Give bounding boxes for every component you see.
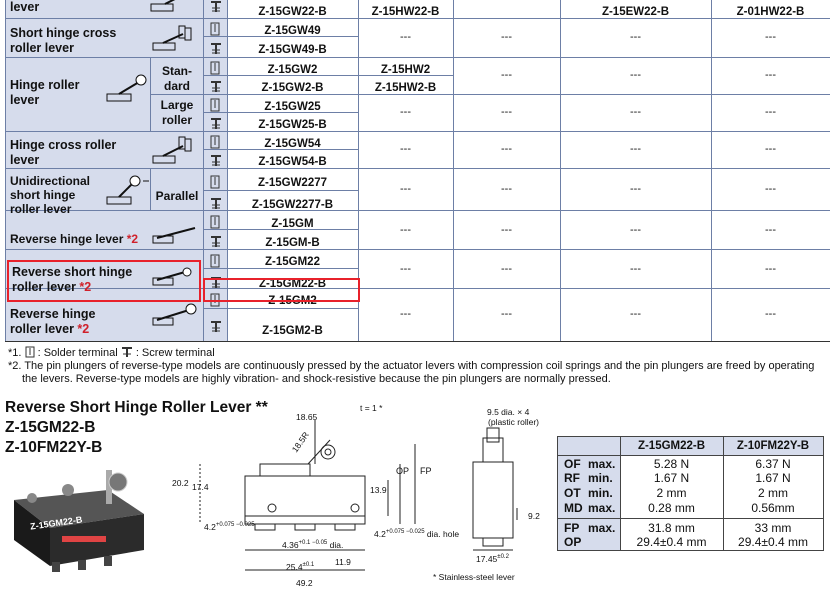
model-cell: Z-15GM2-B	[262, 325, 323, 337]
empty-cell: ---	[501, 143, 512, 155]
screw-terminal-icon	[209, 79, 223, 93]
model-cell: Z-15GW54-B	[258, 156, 327, 168]
spec-value: 29.4±0.4 mm	[636, 535, 707, 549]
dim-92: 9.2	[528, 511, 540, 521]
dimension-drawing-side	[465, 420, 535, 555]
dim-fp: FP	[420, 466, 432, 476]
spec-value: 0.56mm	[751, 501, 795, 515]
solder-terminal-icon	[25, 346, 35, 358]
spec-value: 2 mm	[758, 486, 788, 500]
spec-row-label: RF	[564, 471, 580, 485]
screw-terminal-icon	[121, 346, 133, 358]
reverse-hinge-lever-icon	[151, 226, 199, 246]
empty-cell: ---	[630, 263, 641, 275]
model-cell: Z-15HW2-B	[374, 82, 437, 94]
footnote-2: *2. The pin plungers of reverse-type models are continuously pressed by the actuator levers with compression coil springs and the pin plungers are freed by operating	[8, 360, 815, 372]
variant-label: Parallel	[155, 189, 199, 203]
empty-cell: ---	[501, 31, 512, 43]
spec-row-label: OT	[564, 486, 581, 500]
spec-row-qualifier: min.	[588, 486, 613, 500]
reverse-roller-lever-icon	[151, 302, 199, 328]
product-name: Reverse hinge roller lever *2	[10, 307, 96, 336]
empty-cell: ---	[765, 106, 776, 118]
model-cell: Z-15GW2-B	[261, 82, 324, 94]
model-cell: Z-15GM	[271, 218, 314, 230]
screw-terminal-icon	[209, 153, 223, 167]
empty-cell: ---	[630, 183, 641, 195]
unidirectional-roller-lever-icon	[105, 173, 149, 207]
empty-cell: ---	[501, 224, 512, 236]
product-photo	[8, 470, 148, 580]
product-name: Reverse short hinge roller lever *2	[12, 265, 133, 294]
solder-terminal-icon	[209, 254, 223, 268]
dim-1865: 18.65	[296, 412, 318, 422]
product-name: lever	[10, 0, 40, 14]
empty-cell: ---	[765, 263, 776, 275]
product-name: Hinge cross roller lever	[10, 138, 117, 167]
footnote-1: *1. : Solder terminal : Screw terminal	[8, 347, 215, 359]
model-cell: Z-15GW22-B	[258, 6, 327, 18]
dim-1745: $17.45^{\pm 0.2}$	[476, 554, 509, 564]
spec-value: 29.4±0.4 mm	[738, 535, 808, 549]
dim-op: OP	[396, 466, 410, 476]
empty-cell: ---	[501, 308, 512, 320]
empty-cell: ---	[630, 308, 641, 320]
empty-cell: ---	[501, 263, 512, 275]
solder-terminal-icon	[209, 61, 223, 75]
spec-value: 1.67 N	[653, 471, 690, 485]
empty-cell: ---	[630, 69, 641, 81]
spec-value: 31.8 mm	[648, 521, 695, 535]
screw-terminal-icon	[209, 319, 223, 333]
dim-42: $4.2^{+0.075 -0.025}$	[204, 522, 255, 532]
model-cell: Z-15GW49	[264, 25, 321, 37]
dim-254: $25.4^{\pm 0.1}$	[286, 562, 315, 572]
solder-terminal-icon	[209, 135, 223, 149]
dim-119: 11.9	[335, 557, 351, 567]
empty-cell: ---	[630, 224, 641, 236]
spec-value: 0.28 mm	[648, 501, 695, 515]
lever-icon	[145, 0, 195, 14]
spec-row-label: OP	[564, 535, 582, 549]
empty-cell: ---	[400, 308, 411, 320]
dim-thickness: t = 1 *	[360, 403, 383, 413]
dim-436: $4.36^{+0.1 -0.05}$ dia.	[282, 540, 344, 550]
empty-cell: ---	[400, 143, 411, 155]
roller-material: (plastic roller)	[488, 417, 540, 427]
spec-row-qualifier: max.	[588, 521, 616, 535]
model-cell: Z-15GM2	[268, 295, 317, 307]
spec-header: Z-15GM22-B	[637, 440, 706, 452]
model-cell: Z-15GW2277-B	[251, 199, 334, 211]
empty-cell: ---	[765, 31, 776, 43]
section-title: Reverse Short Hinge Roller Lever **	[5, 399, 268, 416]
empty-cell: ---	[400, 263, 411, 275]
screw-terminal-icon	[209, 234, 223, 248]
spec-header: Z-10FM22Y-B	[736, 440, 810, 452]
empty-cell: ---	[630, 31, 641, 43]
product-name: Short hinge cross roller lever	[10, 26, 117, 55]
spec-row-label: OF	[564, 457, 581, 471]
footnote-2-cont: the levers. Reverse-type models are highly vibration- and shock-resistive because the pin plungers are normally pressed.	[22, 373, 611, 385]
spec-value: 2 mm	[656, 486, 687, 500]
empty-cell: ---	[630, 106, 641, 118]
model-cell: Z-15HW2	[380, 64, 431, 76]
dim-174: 17.4	[192, 482, 209, 492]
solder-terminal-icon	[209, 215, 223, 229]
spec-row-qualifier: min.	[588, 471, 613, 485]
spec-value: 6.37 N	[755, 457, 791, 471]
spec-row-label: FP	[564, 521, 580, 535]
dimension-drawing-front	[190, 400, 460, 590]
empty-cell: ---	[400, 106, 411, 118]
empty-cell: ---	[400, 224, 411, 236]
empty-cell: ---	[765, 69, 776, 81]
dim-492: 49.2	[296, 578, 313, 588]
cross-roller-lever-icon	[151, 24, 199, 54]
product-name: Reverse hinge lever *2	[10, 232, 139, 246]
roller-spec: 9.5 dia. × 4	[487, 407, 530, 417]
model-cell: Z-15GW2277	[257, 177, 328, 189]
empty-cell: ---	[765, 143, 776, 155]
dim-42-hole: $4.2^{+0.075 -0.025}$ dia. hole	[374, 529, 460, 539]
spec-value: 5.28 N	[653, 457, 690, 471]
model-cell: Z-15HW22-B	[371, 6, 440, 18]
switch-model-table	[5, 0, 830, 343]
row-highlight	[7, 260, 201, 302]
screw-terminal-icon	[209, 196, 223, 210]
model-cell: Z-15GW25-B	[258, 119, 327, 131]
screw-terminal-icon	[209, 116, 223, 130]
empty-cell: ---	[765, 224, 776, 236]
solder-terminal-icon	[209, 22, 223, 36]
model-cell: Z-15EW22-B	[601, 6, 670, 18]
model-cell: Z-15GM-B	[265, 237, 320, 249]
spec-row-label: MD	[564, 501, 583, 515]
solder-terminal-icon	[209, 98, 223, 112]
dim-139: 13.9	[370, 485, 387, 495]
spec-value: 33 mm	[754, 521, 792, 535]
spec-value: 1.67 N	[755, 471, 791, 485]
hinge-roller-lever-icon	[105, 72, 149, 104]
spec-row-qualifier: max.	[588, 457, 616, 471]
empty-cell: ---	[400, 31, 411, 43]
model-cell: Z-15GW54	[264, 138, 321, 150]
empty-cell: ---	[630, 143, 641, 155]
empty-cell: ---	[501, 106, 512, 118]
empty-cell: ---	[765, 183, 776, 195]
screw-terminal-icon	[209, 41, 223, 55]
model-highlight	[203, 278, 360, 302]
cross-roller-lever-icon	[151, 134, 199, 166]
model-cell: Z-01HW22-B	[736, 6, 805, 18]
product-label: Z-15GM22-B	[29, 514, 83, 532]
variant-label: Large roller	[160, 98, 194, 127]
product-name: Unidirectional short hinge roller lever	[10, 174, 91, 216]
dim-202: 20.2	[172, 478, 189, 488]
variant-label: Stan-dard	[162, 64, 192, 93]
spec-table	[557, 436, 824, 551]
model-cell: Z-15GW25	[264, 101, 321, 113]
dim-radius: 18.5R	[289, 429, 311, 455]
model-heading-2: Z-10FM22Y-B	[5, 439, 103, 456]
solder-terminal-icon	[209, 175, 223, 189]
model-cell: Z-15GW2	[267, 64, 318, 76]
model-cell: Z-15GW49-B	[258, 44, 327, 56]
empty-cell: ---	[400, 183, 411, 195]
stainless-note: * Stainless-steel lever	[433, 572, 515, 582]
model-cell: Z-15GM22	[265, 256, 320, 268]
product-name: Hinge roller lever	[10, 78, 80, 107]
spec-row-qualifier: max.	[588, 501, 616, 515]
empty-cell: ---	[501, 69, 512, 81]
empty-cell: ---	[765, 308, 776, 320]
model-cell: Z-15GM22-B	[258, 278, 327, 290]
empty-cell: ---	[501, 183, 512, 195]
screw-terminal-icon	[209, 0, 223, 13]
model-heading-1: Z-15GM22-B	[5, 419, 96, 436]
